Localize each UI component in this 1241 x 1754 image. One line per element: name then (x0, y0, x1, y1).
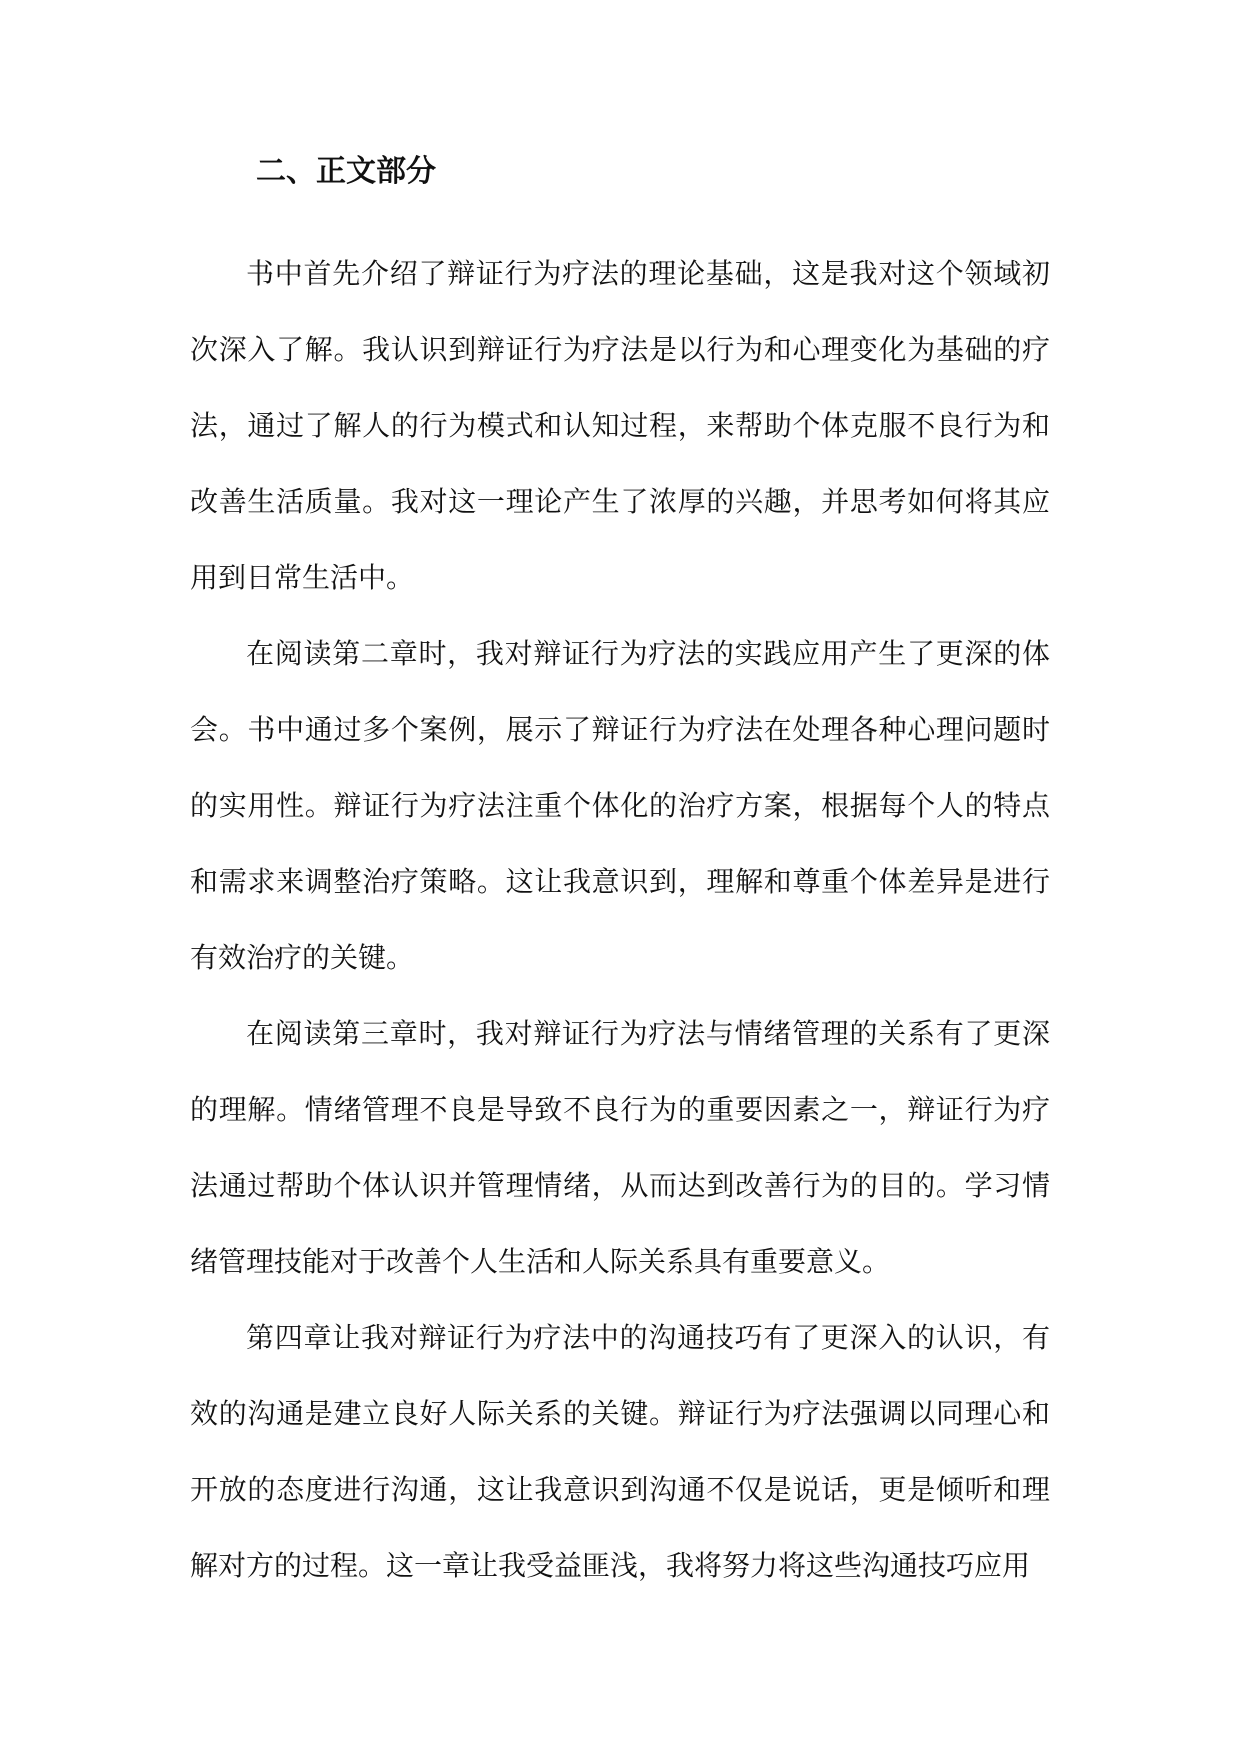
paragraph-1: 书中首先介绍了辩证行为疗法的理论基础，这是我对这个领域初次深入了解。我认识到辩证行为疗法是以行为和心理变化为基础的疗法，通过了解人的行为模式和认知过程，来帮助个体克服不良行为和改善生活质量。我对这一理论产生了浓厚的兴趣，并思考如何将其应用到日常生活中。 (190, 257, 1050, 594)
body-text (190, 236, 1050, 1604)
paragraph-3: 在阅读第三章时，我对辩证行为疗法与情绪管理的关系有了更深的理解。情绪管理不良是导致不良行为的重要因素之一，辩证行为疗法通过帮助个体认识并管理情绪，从而达到改善行为的目的。学习情绪管理技能对于改善个人生活和人际关系具有重要意义。 (190, 1017, 1050, 1278)
paragraph-2: 在阅读第二章时，我对辩证行为疗法的实践应用产生了更深的体会。书中通过多个案例，展示了辩证行为疗法在处理各种心理问题时的实用性。辩证行为疗法注重个体化的治疗方案，根据每个人的特点和需求来调整治疗策略。这让我意识到，理解和尊重个体差异是进行有效治疗的关键。 (190, 637, 1050, 974)
paragraph-4: 第四章让我对辩证行为疗法中的沟通技巧有了更深入的认识，有效的沟通是建立良好人际关系的关键。辩证行为疗法强调以同理心和开放的态度进行沟通，这让我意识到沟通不仅是说话，更是倾听和理解对方的过程。这一章让我受益匪浅，我将努力将这些沟通技巧应用 (190, 1321, 1050, 1582)
section-heading: 二、正文部分 (256, 154, 436, 189)
